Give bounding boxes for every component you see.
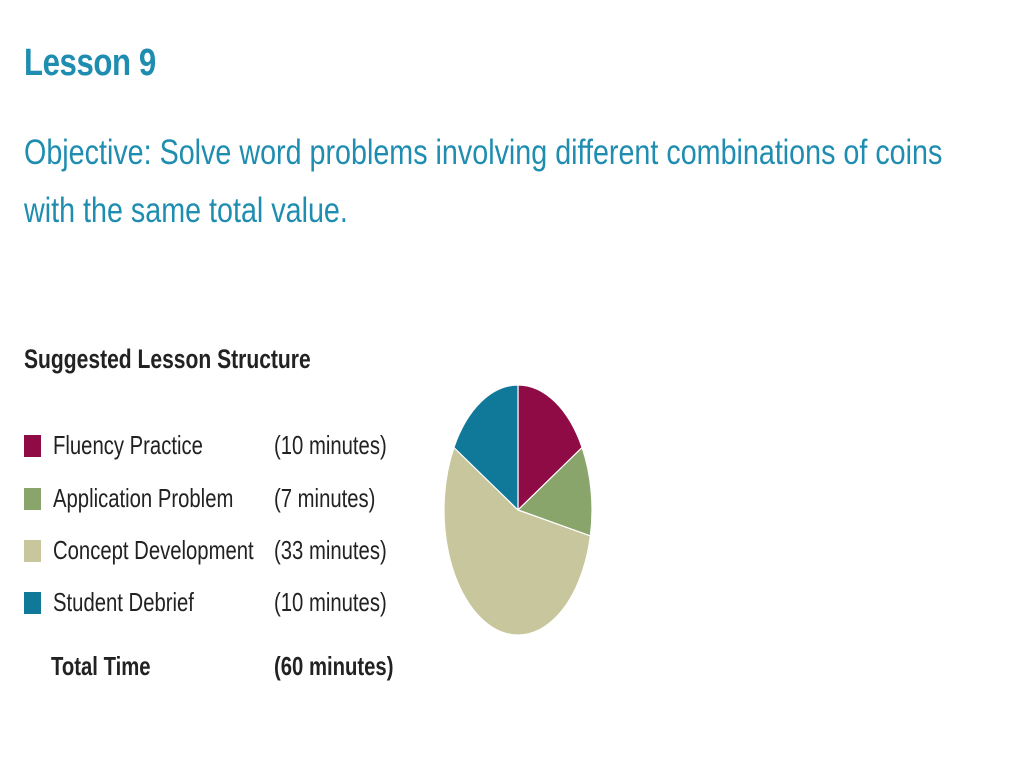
legend-time: (33 minutes)	[274, 535, 387, 565]
legend-swatch	[24, 540, 41, 562]
legend-label: Application Problem	[53, 483, 234, 513]
legend-swatch	[24, 592, 41, 614]
total-time-label: Total Time	[51, 651, 151, 681]
legend-row-student-debrief	[24, 587, 424, 619]
legend-swatch	[24, 488, 41, 510]
legend-time: (10 minutes)	[274, 430, 387, 460]
legend-label: Fluency Practice	[53, 430, 203, 460]
legend-label: Concept Development	[53, 535, 254, 565]
lesson-structure-pie-chart	[438, 380, 598, 640]
legend-row-concept-development	[24, 535, 424, 567]
lesson-objective: Objective: Solve word problems involving different combinations of coins with the same total value.	[24, 133, 943, 230]
structure-heading: Suggested Lesson Structure	[24, 344, 311, 374]
legend-label: Student Debrief	[53, 587, 194, 617]
legend-swatch	[24, 435, 41, 457]
legend-time: (10 minutes)	[274, 587, 387, 617]
total-time-row	[24, 651, 424, 683]
total-time-value: (60 minutes)	[274, 651, 394, 681]
legend-row-application-problem	[24, 483, 424, 515]
legend-time: (7 minutes)	[274, 483, 376, 513]
lesson-title: Lesson 9	[24, 42, 156, 84]
legend-row-fluency-practice	[24, 430, 424, 462]
